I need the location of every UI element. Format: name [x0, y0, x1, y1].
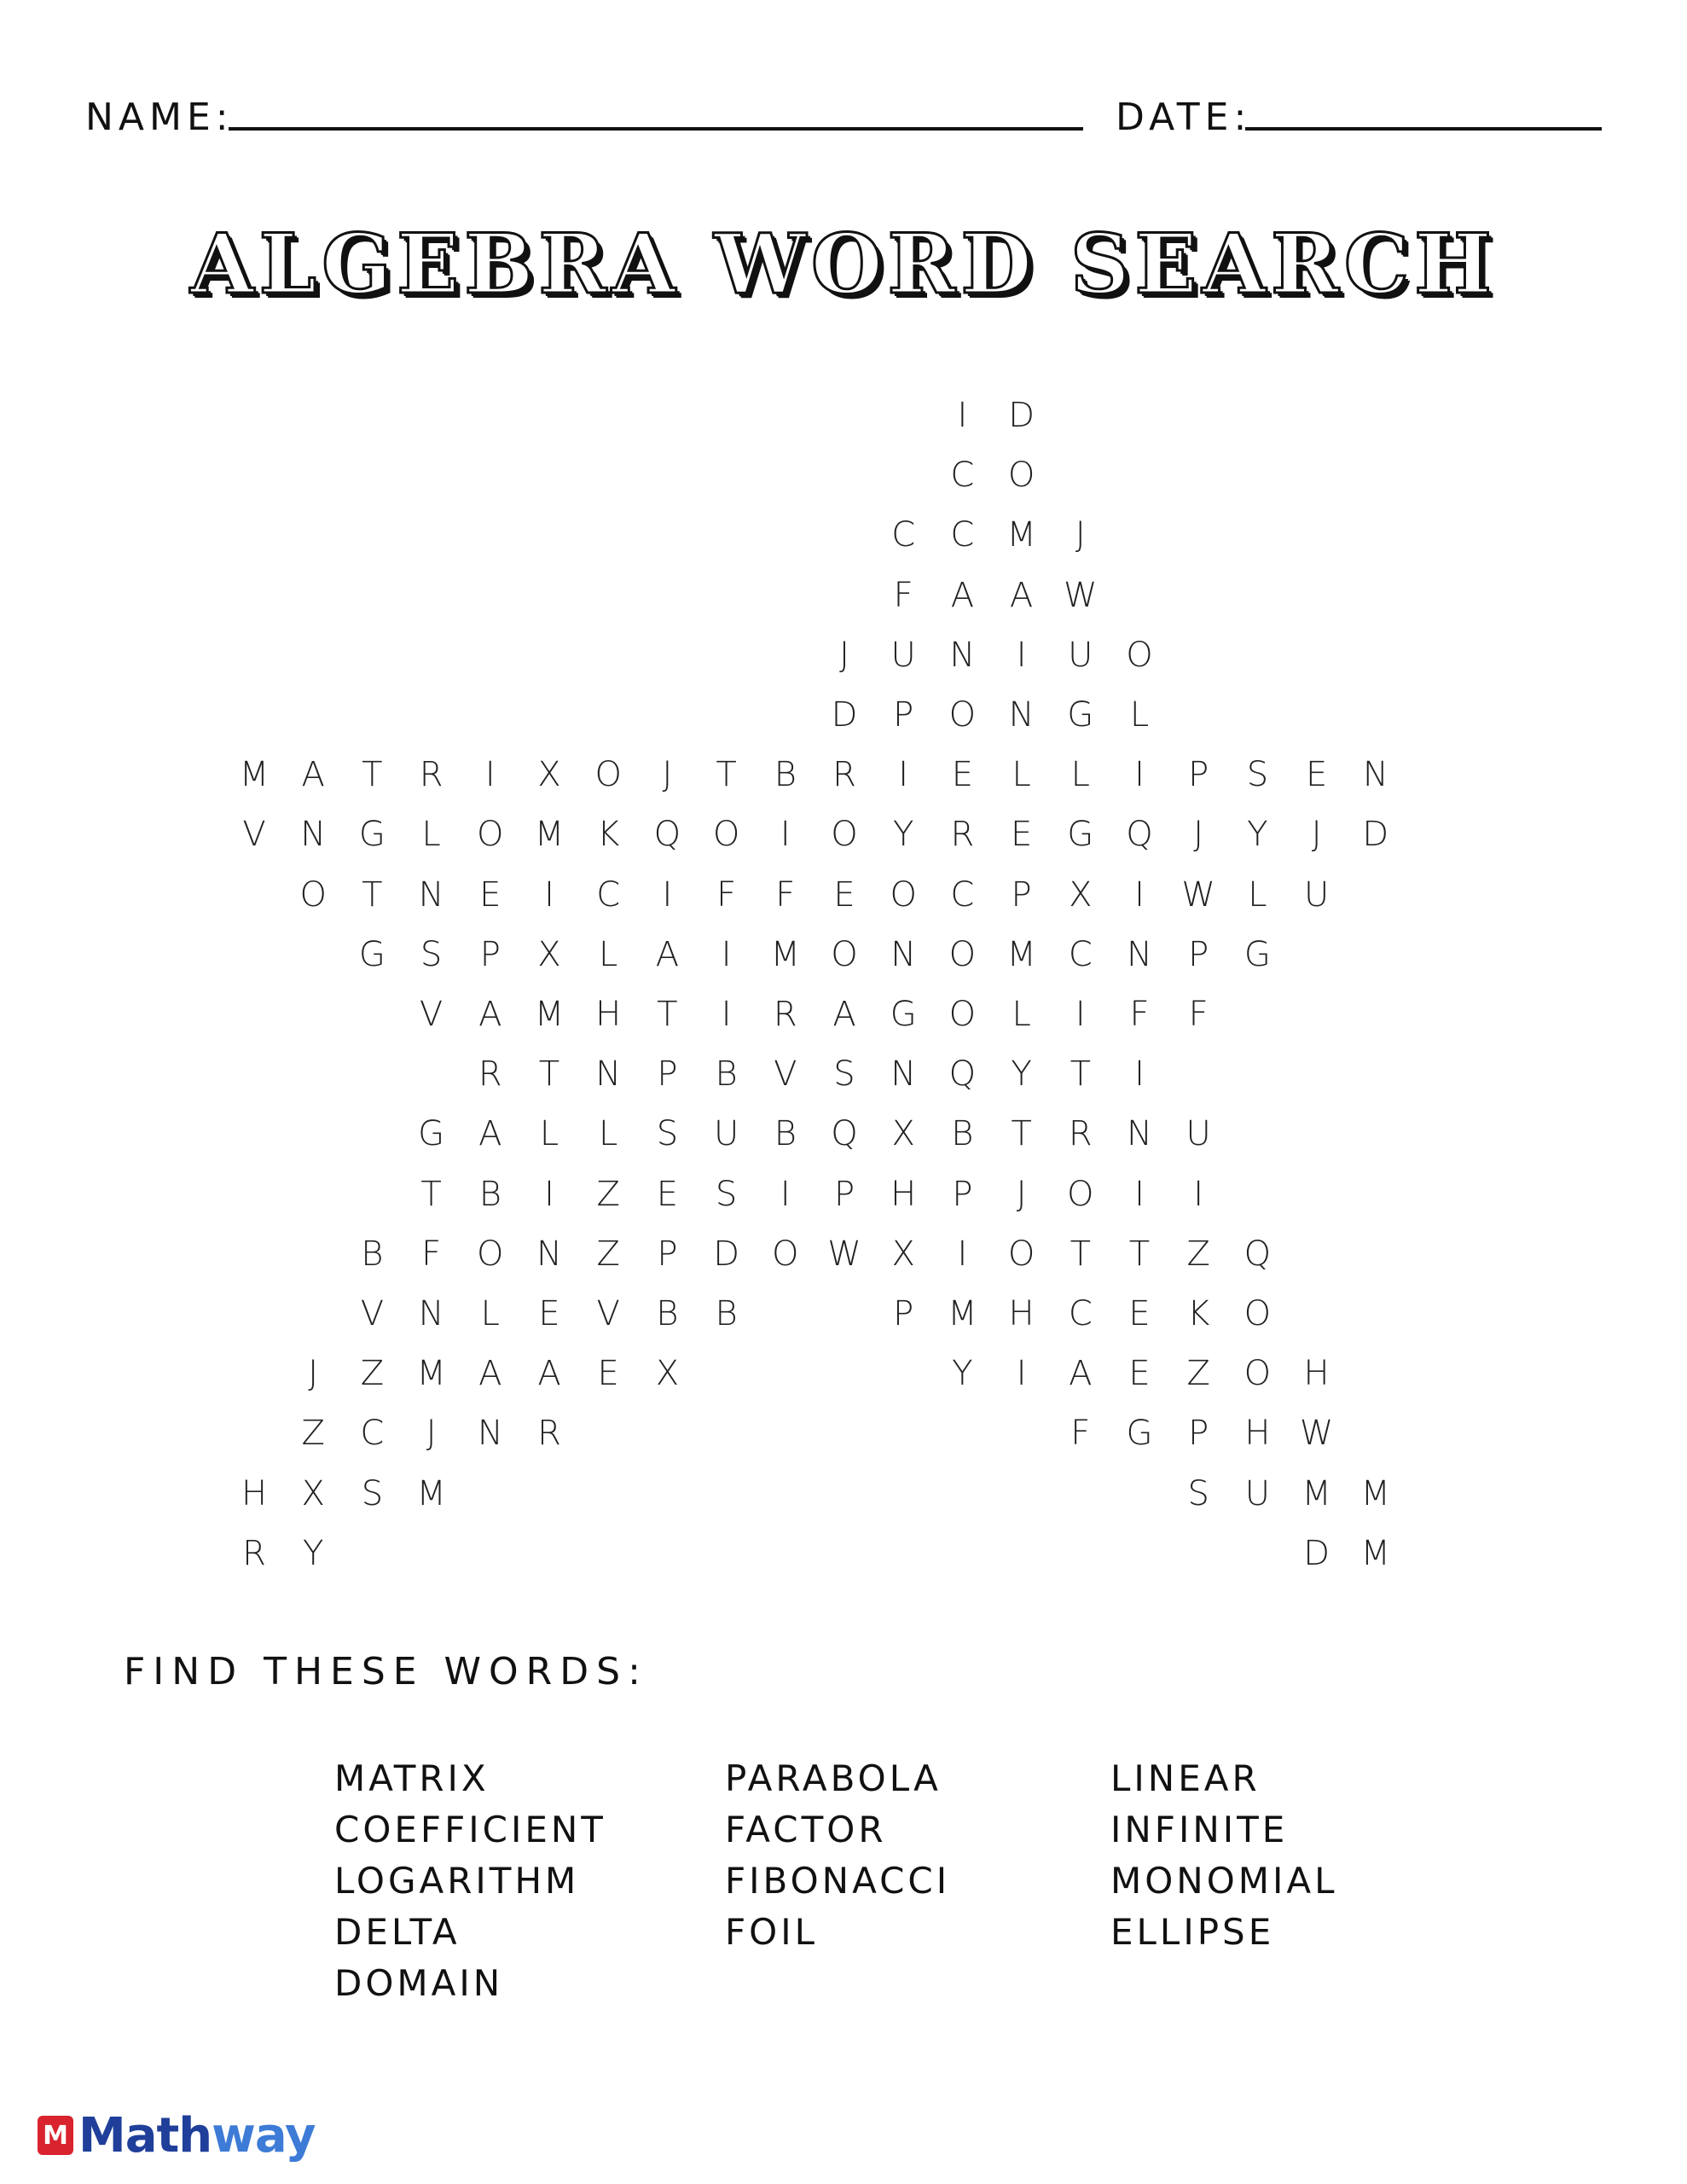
grid-letter: H — [1008, 1294, 1035, 1333]
grid-letter: S — [1246, 755, 1269, 795]
grid-letter: X — [655, 1354, 680, 1394]
grid-letter: S — [420, 934, 443, 974]
grid-letter: I — [1016, 1354, 1027, 1394]
grid-letter: O — [1244, 1354, 1272, 1394]
grid-letter: R — [1068, 1114, 1093, 1154]
grid-letter: H — [890, 1174, 917, 1214]
word-item: PARABOLA — [725, 1757, 942, 1799]
grid-letter: P — [1188, 934, 1209, 974]
word-item: DELTA — [334, 1911, 461, 1953]
grid-letter: B — [478, 1174, 501, 1214]
grid-letter: O — [594, 755, 622, 795]
grid-letter: A — [478, 1354, 502, 1394]
grid-letter: L — [1012, 755, 1031, 795]
grid-letter: L — [1070, 755, 1090, 795]
grid-letter: P — [952, 1174, 973, 1214]
word-item: FOIL — [725, 1911, 819, 1953]
grid-letter: N — [1362, 755, 1388, 795]
grid-letter: S — [833, 1054, 855, 1095]
grid-letter: X — [537, 934, 561, 974]
grid-letter: N — [949, 635, 976, 675]
grid-letter: R — [242, 1533, 266, 1573]
grid-letter: K — [1187, 1294, 1210, 1333]
grid-letter: X — [1069, 874, 1093, 915]
grid-letter: E — [951, 755, 974, 795]
grid-letter: G — [1126, 1414, 1153, 1454]
grid-letter: F — [1188, 995, 1209, 1034]
grid-letter: Z — [596, 1174, 620, 1214]
grid-letter: D — [713, 1234, 739, 1274]
grid-letter: F — [421, 1234, 442, 1274]
grid-letter: F — [1070, 1414, 1091, 1454]
grid-letter: O — [477, 815, 504, 855]
grid-letter: I — [780, 1174, 791, 1214]
word-item: INFINITE — [1110, 1809, 1289, 1850]
grid-letter: E — [833, 874, 855, 915]
grid-letter: P — [893, 1294, 914, 1333]
grid-letter: T — [1128, 1234, 1151, 1274]
grid-letter: Y — [892, 815, 914, 855]
grid-letter: N — [890, 934, 917, 974]
grid-letter: G — [1067, 815, 1094, 855]
grid-letter: Q — [1126, 815, 1153, 855]
grid-letter: P — [657, 1054, 678, 1095]
grid-letter: U — [713, 1114, 739, 1154]
word-item: MONOMIAL — [1110, 1860, 1338, 1902]
grid-letter: M — [239, 755, 270, 795]
grid-letter: M — [1006, 934, 1036, 974]
grid-letter: I — [1075, 995, 1086, 1034]
grid-letter: J — [1075, 515, 1086, 555]
grid-letter: B — [715, 1294, 738, 1333]
grid-letter: G — [358, 815, 386, 855]
grid-letter: E — [1305, 755, 1328, 795]
grid-letter: X — [301, 1473, 325, 1513]
grid-letter: X — [891, 1234, 915, 1274]
grid-letter: E — [479, 874, 501, 915]
grid-letter: B — [774, 1114, 797, 1154]
grid-letter: C — [950, 456, 975, 496]
grid-letter: T — [1070, 1234, 1092, 1274]
grid-letter: C — [1068, 1294, 1093, 1333]
grid-letter: Y — [952, 1354, 973, 1394]
grid-letter: M — [534, 815, 565, 855]
grid-letter: I — [721, 995, 732, 1034]
grid-letter: T — [1070, 1054, 1092, 1095]
grid-letter: E — [1128, 1294, 1151, 1333]
grid-letter: T — [657, 995, 678, 1034]
grid-letter: P — [479, 934, 501, 974]
grid-letter: D — [1362, 815, 1389, 855]
grid-letter: N — [1127, 934, 1152, 974]
grid-letter: R — [419, 755, 443, 795]
grid-letter: H — [595, 995, 622, 1034]
grid-letter: M — [416, 1354, 446, 1394]
grid-letter: B — [715, 1054, 738, 1095]
grid-letter: I — [544, 1174, 554, 1214]
grid-letter: Y — [1011, 1054, 1032, 1095]
grid-letter: S — [715, 1174, 738, 1214]
grid-letter: R — [832, 755, 856, 795]
grid-letter: T — [1011, 1114, 1032, 1154]
grid-letter: F — [1129, 995, 1150, 1034]
grid-letter: Z — [360, 1354, 385, 1394]
grid-letter: Y — [1247, 815, 1268, 855]
word-item: LOGARITHM — [334, 1860, 580, 1902]
grid-letter: V — [360, 1294, 385, 1333]
grid-letter: I — [721, 934, 732, 974]
mathway-logo-icon: M — [38, 2116, 73, 2155]
grid-letter: J — [426, 1414, 437, 1454]
grid-letter: X — [891, 1114, 915, 1154]
grid-letter: F — [716, 874, 737, 915]
grid-letter: I — [957, 1234, 968, 1274]
grid-letter: P — [1188, 755, 1209, 795]
page-title: ALGEBRA WORD SEARCH — [190, 216, 1497, 312]
grid-letter: F — [775, 874, 796, 915]
grid-letter: B — [361, 1234, 384, 1274]
name-label: NAME: — [85, 96, 234, 139]
grid-letter: H — [1244, 1414, 1271, 1454]
word-item: DOMAIN — [334, 1962, 504, 2004]
word-column-2 — [725, 1753, 950, 1958]
word-column-1 — [334, 1753, 606, 2009]
grid-letter: R — [773, 995, 797, 1034]
grid-letter: M — [534, 995, 565, 1034]
grid-letter: U — [1068, 635, 1093, 675]
grid-letter: S — [1187, 1473, 1209, 1513]
grid-letter: A — [832, 995, 856, 1034]
grid-letter: I — [1134, 1174, 1145, 1214]
grid-letter: H — [241, 1473, 268, 1513]
mathway-logo: M Math way — [38, 2106, 315, 2165]
grid-letter: O — [948, 934, 977, 974]
word-item: COEFFICIENT — [334, 1809, 606, 1850]
grid-letter: O — [299, 874, 327, 915]
grid-letter: B — [774, 755, 797, 795]
grid-letter: R — [478, 1054, 502, 1095]
grid-letter: O — [831, 815, 858, 855]
grid-letter: J — [662, 755, 673, 795]
grid-letter: N — [418, 1294, 444, 1333]
grid-letter: E — [538, 1294, 560, 1333]
find-words-label: FIND THESE WORDS: — [124, 1650, 648, 1693]
grid-letter: L — [1248, 874, 1267, 915]
grid-letter: V — [419, 995, 443, 1034]
grid-letter: E — [1128, 1354, 1151, 1394]
grid-letter: C — [891, 515, 916, 555]
grid-letter: E — [1010, 815, 1033, 855]
grid-letter: C — [1068, 934, 1093, 974]
grid-letter: X — [537, 755, 561, 795]
grid-letter: A — [655, 934, 680, 974]
grid-letter: D — [1008, 396, 1035, 435]
grid-letter: I — [1193, 1174, 1204, 1214]
grid-letter: J — [308, 1354, 319, 1394]
grid-letter: T — [362, 874, 383, 915]
grid-letter: W — [1181, 874, 1215, 915]
grid-letter: J — [1193, 815, 1204, 855]
grid-letter: W — [827, 1234, 861, 1274]
grid-letter: E — [597, 1354, 619, 1394]
grid-letter: N — [418, 874, 444, 915]
grid-letter: M — [770, 934, 801, 974]
grid-letter: O — [1067, 1174, 1094, 1214]
grid-letter: N — [1008, 695, 1035, 735]
grid-letter: I — [544, 874, 554, 915]
grid-letter: L — [1012, 995, 1031, 1034]
grid-letter: O — [1007, 456, 1035, 496]
grid-letter: O — [712, 815, 740, 855]
grid-letter: A — [1069, 1354, 1093, 1394]
grid-letter: W — [1064, 575, 1098, 615]
grid-letter: F — [893, 575, 913, 615]
grid-letter: K — [597, 815, 620, 855]
grid-letter: I — [1134, 755, 1145, 795]
grid-letter: P — [1188, 1414, 1209, 1454]
grid-letter: L — [539, 1114, 559, 1154]
grid-letter: M — [416, 1473, 446, 1513]
grid-letter: M — [1360, 1473, 1391, 1513]
grid-letter: A — [1009, 575, 1034, 615]
grid-letter: Y — [302, 1533, 324, 1573]
grid-letter: Z — [1186, 1354, 1210, 1394]
grid-letter: J — [1311, 815, 1322, 855]
grid-letter: Q — [653, 815, 681, 855]
grid-letter: G — [1067, 695, 1094, 735]
grid-letter: D — [1303, 1533, 1330, 1573]
grid-letter: G — [890, 995, 917, 1034]
grid-letter: O — [890, 874, 917, 915]
grid-letter: V — [242, 815, 266, 855]
grid-letter: O — [948, 995, 977, 1034]
grid-letter: H — [1303, 1354, 1330, 1394]
grid-letter: O — [948, 695, 977, 735]
grid-letter: I — [1016, 635, 1027, 675]
grid-letter: A — [950, 575, 975, 615]
grid-letter: N — [890, 1054, 917, 1095]
grid-letter: V — [774, 1054, 797, 1095]
grid-letter: U — [1303, 874, 1330, 915]
grid-letter: I — [1134, 1054, 1145, 1095]
grid-letter: B — [951, 1114, 974, 1154]
grid-letter: V — [596, 1294, 620, 1333]
grid-letter: M — [948, 1294, 977, 1333]
grid-letter: U — [890, 635, 916, 675]
grid-letter: Q — [831, 1114, 858, 1154]
grid-letter: Z — [1186, 1234, 1210, 1274]
grid-letter: L — [1129, 695, 1150, 735]
grid-letter: O — [831, 934, 858, 974]
grid-letter: A — [301, 755, 325, 795]
grid-letter: N — [595, 1054, 622, 1095]
grid-letter: Q — [948, 1054, 977, 1095]
grid-letter: J — [839, 635, 849, 675]
word-item: LINEAR — [1110, 1757, 1261, 1799]
grid-letter: L — [599, 1114, 618, 1154]
grid-letter: N — [1127, 1114, 1152, 1154]
grid-letter: Z — [301, 1414, 325, 1454]
grid-letter: O — [477, 1234, 504, 1274]
grid-letter: L — [421, 815, 441, 855]
grid-letter: D — [831, 695, 858, 735]
grid-letter: M — [1301, 1473, 1331, 1513]
grid-letter: S — [361, 1473, 384, 1513]
word-item: FACTOR — [725, 1809, 887, 1850]
grid-letter: T — [362, 755, 383, 795]
grid-letter: P — [833, 1174, 855, 1214]
grid-letter: Q — [1244, 1234, 1272, 1274]
grid-letter: P — [1011, 874, 1032, 915]
grid-letter: I — [662, 874, 673, 915]
word-column-3 — [1110, 1753, 1338, 1958]
word-item: FIBONACCI — [725, 1860, 951, 1902]
grid-letter: C — [950, 874, 975, 915]
grid-letter: M — [1006, 515, 1036, 555]
grid-letter: N — [300, 815, 327, 855]
date-label: DATE: — [1116, 96, 1252, 139]
grid-letter: N — [536, 1234, 562, 1274]
grid-letter: A — [478, 995, 502, 1034]
grid-letter: L — [599, 934, 618, 974]
grid-letter: C — [950, 515, 975, 555]
grid-letter: G — [418, 1114, 445, 1154]
grid-letter: T — [538, 1054, 560, 1095]
grid-letter: I — [1134, 874, 1145, 915]
grid-letter: T — [716, 755, 737, 795]
grid-letter: U — [1244, 1473, 1271, 1513]
grid-letter: B — [656, 1294, 679, 1333]
grid-letter: C — [360, 1414, 385, 1454]
grid-letter: L — [480, 1294, 500, 1333]
grid-letter: A — [478, 1114, 502, 1154]
grid-letter: R — [950, 815, 975, 855]
grid-letter: O — [772, 1234, 799, 1274]
grid-letter: O — [1007, 1234, 1035, 1274]
grid-letter: W — [1299, 1414, 1334, 1454]
grid-letter: I — [780, 815, 791, 855]
word-item: MATRIX — [334, 1757, 490, 1799]
grid-letter: P — [893, 695, 914, 735]
grid-letter: E — [656, 1174, 679, 1214]
grid-letter: T — [420, 1174, 442, 1214]
grid-letter: S — [656, 1114, 679, 1154]
grid-letter: U — [1186, 1114, 1211, 1154]
grid-letter: N — [477, 1414, 503, 1454]
grid-letter: I — [957, 396, 968, 435]
grid-letter: Z — [596, 1234, 620, 1274]
grid-letter: J — [1016, 1174, 1027, 1214]
grid-letter: G — [358, 934, 386, 974]
grid-letter: A — [537, 1354, 561, 1394]
grid-letter: I — [484, 755, 496, 795]
grid-letter: M — [1360, 1533, 1391, 1573]
grid-letter: C — [596, 874, 621, 915]
grid-letter: P — [657, 1234, 678, 1274]
grid-letter: I — [898, 755, 909, 795]
word-item: ELLIPSE — [1110, 1911, 1275, 1953]
grid-letter: O — [1244, 1294, 1272, 1333]
grid-letter: O — [1126, 635, 1153, 675]
grid-letter: R — [537, 1414, 561, 1454]
grid-letter: G — [1244, 934, 1271, 974]
